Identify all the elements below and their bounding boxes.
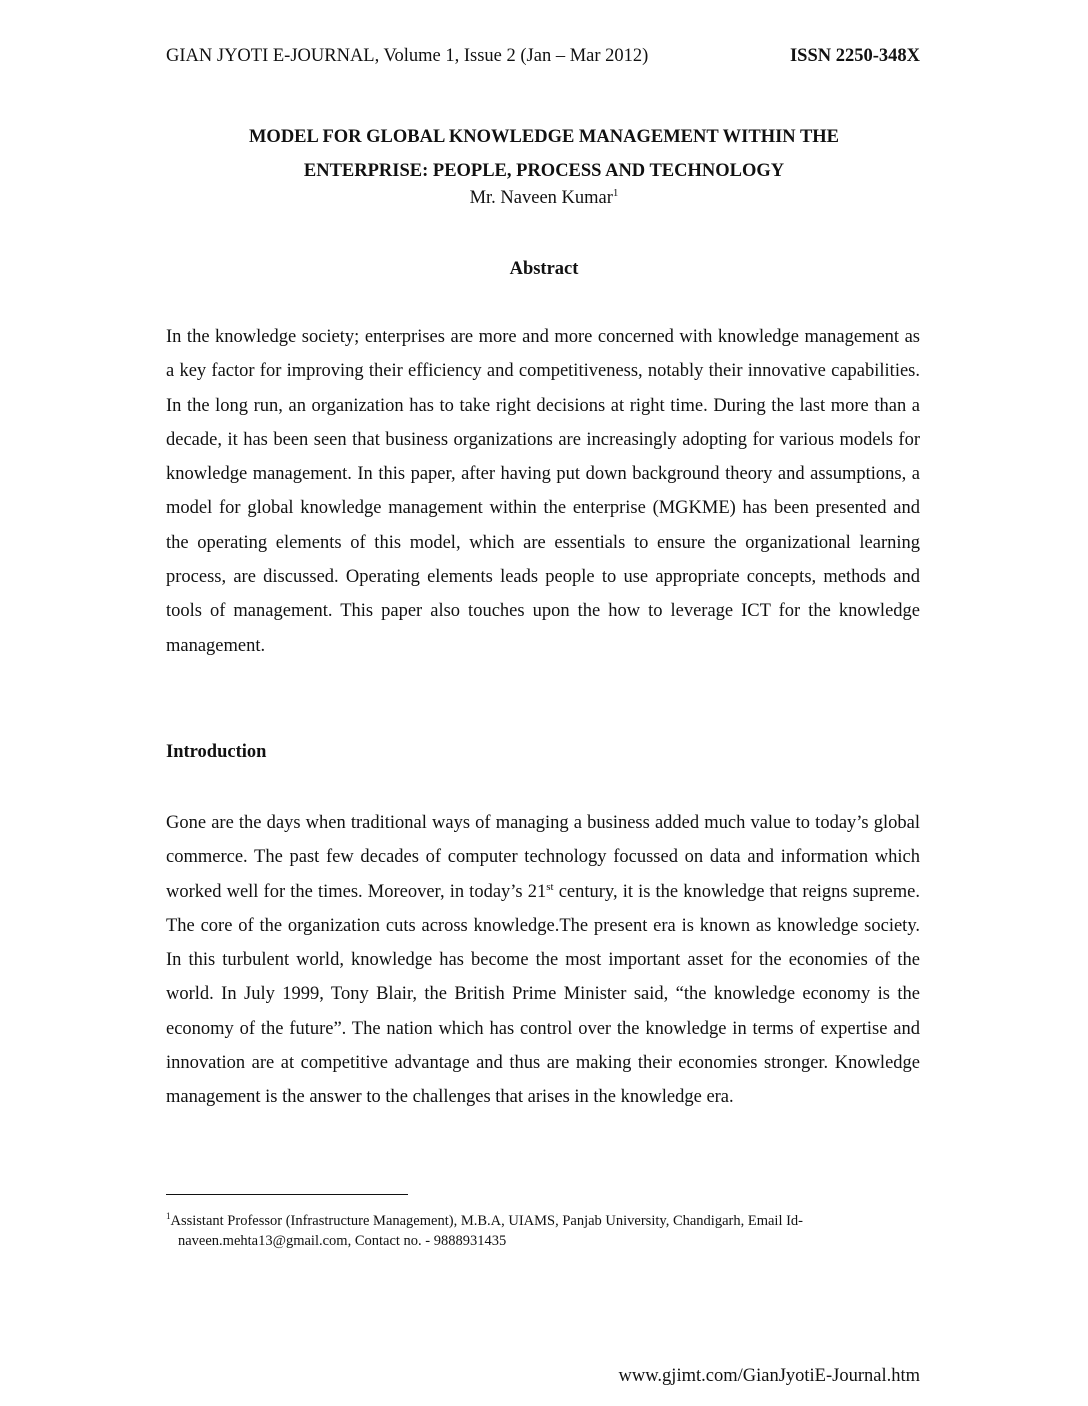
issn-label: ISSN 2250-348X: [789, 46, 920, 66]
ordinal-superscript: st: [546, 880, 554, 893]
paper-title: [120, 120, 968, 188]
introduction-body: [166, 806, 920, 1115]
abstract-heading: Abstract: [509, 259, 579, 279]
footnote-line-1: Assistant Professor (Infrastructure Management), M.B.A, UIAMS, Panjab University, Chandigarh, Email Id-: [170, 1212, 804, 1229]
abstract-body: In the knowledge society; enterprises are more and more concerned with knowledge management as a key factor for improving their efficiency and competitiveness, notably their innovative capabilities. In the long run, an organization has to take right decisions at right time. During the last more than a decade, it has been seen that business organizations are increasingly adopting for various models for knowledge management. In this paper, after having put down background theory and assumptions, a model for global knowledge management within the enterprise (MGKME) has been presented and the operating elements of this model, which are essentials to ensure the organizational learning process, are discussed. Operating elements leads people to use appropriate concepts, methods and tools of management. This paper also touches upon the how to leverage ICT for the knowledge management.: [166, 327, 920, 656]
footnote-line-2: naveen.mehta13@gmail.com, Contact no. - 9888931435: [178, 1232, 507, 1249]
journal-citation: GIAN JYOTI E-JOURNAL, Volume 1, Issue 2 (Jan – Mar 2012): [166, 46, 649, 66]
intro-text-part-2: century, it is the knowledge that reigns supreme. The core of the organization cuts across knowledge.The present era is known as knowledge society. In this turbulent world, knowledge has become the most important asset for the economies of the world. In July 1999, Tony Blair, the British Prime Minister said, “the knowledge economy is the economy of the future”. The nation which has control over the knowledge in terms of expertise and innovation are at competitive advantage and thus are making their economies stronger. Knowledge management is the answer to the challenges that arises in the knowledge era.: [166, 881, 920, 1108]
author-line: [120, 187, 968, 209]
title-line-1: MODEL FOR GLOBAL KNOWLEDGE MANAGEMENT WITHIN THE: [248, 127, 840, 147]
footnote-divider: [166, 1194, 408, 1195]
introduction-heading: Introduction: [166, 742, 267, 762]
author-footnote-mark: 1: [612, 187, 619, 199]
footnote: [166, 1206, 926, 1251]
author-name: Mr. Naveen Kumar: [469, 188, 613, 209]
footer-url: www.gjimt.com/GianJyotiE-Journal.htm: [618, 1366, 920, 1386]
running-header: [166, 46, 920, 67]
intro-text-part-1: Gone are the days when traditional ways of managing a business added much value to today’s global commerce. The past few decades of computer technology focussed on data and information which worked well for the times. Moreover, in today’s 21: [166, 813, 920, 902]
footnote-mark: 1: [166, 1211, 171, 1221]
title-line-2: ENTERPRISE: PEOPLE, PROCESS AND TECHNOLOGY: [303, 161, 785, 181]
